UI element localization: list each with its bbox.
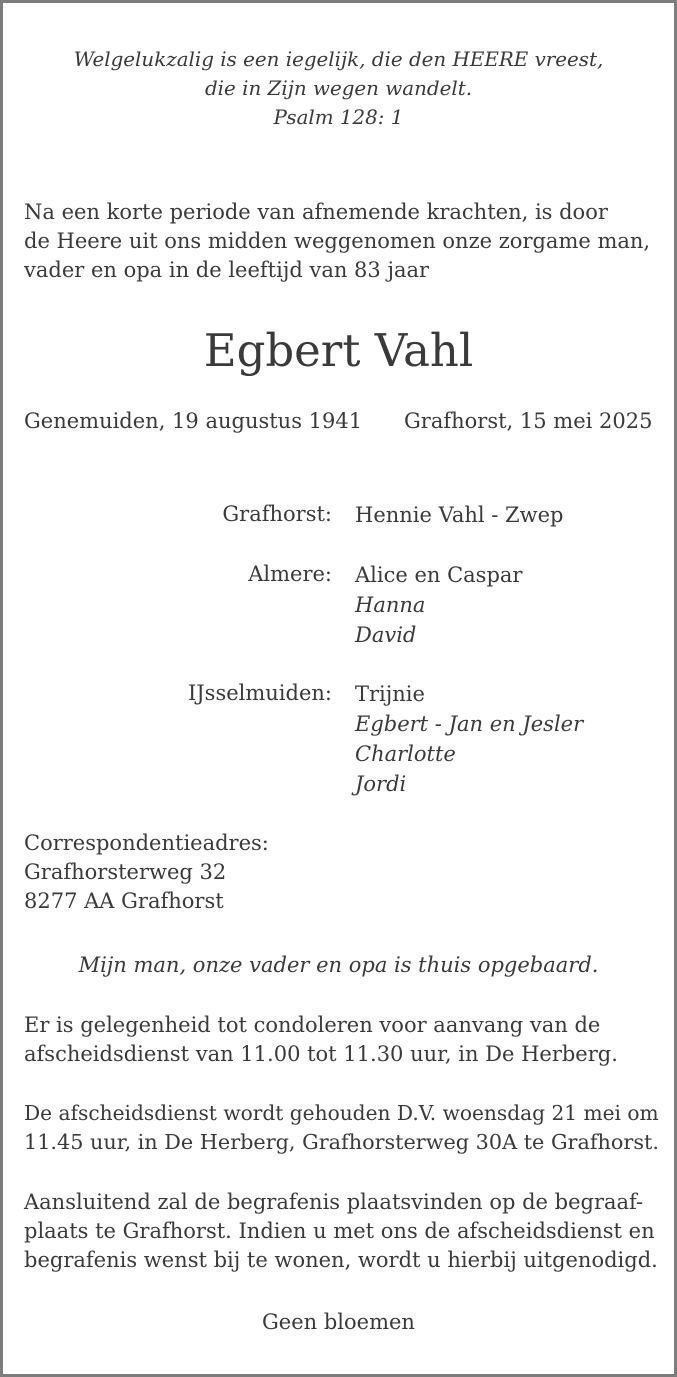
family-place-ijsselmuiden: IJsselmuiden: — [187, 681, 332, 705]
condolence-line-2: afscheidsdienst van 11.00 tot 11.30 uur, in De Herberg. — [24, 1042, 618, 1066]
family-place-grafhorst: Grafhorst: — [222, 502, 332, 526]
family-members-almere — [355, 560, 522, 650]
deceased-name: Egbert Vahl — [203, 324, 474, 377]
family-grandchild: David — [355, 623, 417, 647]
no-flowers-notice: Geen bloemen — [262, 1310, 415, 1334]
verse-reference: Psalm 128: 1 — [273, 106, 404, 129]
family-grandchild: Hanna — [355, 593, 426, 617]
correspondence-address — [24, 829, 269, 916]
service-paragraph — [24, 1099, 659, 1157]
service-line-1: De afscheidsdienst wordt gehouden D.V. woensdag 21 mei om — [24, 1101, 659, 1125]
family-member: Trijnie — [355, 682, 425, 706]
burial-paragraph — [24, 1188, 658, 1275]
correspondence-city: 8277 AA Grafhorst — [24, 889, 224, 913]
birth-date: Genemuiden, 19 augustus 1941 — [24, 409, 363, 433]
verse-line-2: die in Zijn wegen wandelt. — [204, 77, 473, 100]
burial-line-3: begrafenis wenst bij te wonen, wordt u hierbij uitgenodigd. — [24, 1248, 658, 1272]
family-member: Hennie Vahl - Zwep — [355, 503, 564, 527]
service-line-2: 11.45 uur, in De Herberg, Grafhorsterweg 30A te Grafhorst. — [24, 1130, 659, 1154]
family-grandchild: Egbert - Jan en Jesler — [355, 712, 584, 736]
family-members-ijsselmuiden — [355, 679, 583, 799]
family-grandchild: Jordi — [355, 772, 407, 796]
correspondence-label: Correspondentieadres: — [24, 831, 269, 855]
laid-out-notice: Mijn man, onze vader en opa is thuis opgebaard. — [78, 953, 599, 977]
intro-line-3: vader en opa in de leeftijd van 83 jaar — [24, 258, 430, 282]
condolence-paragraph — [24, 1011, 618, 1069]
death-date: Grafhorst, 15 mei 2025 — [404, 409, 653, 433]
intro-line-2: de Heere uit ons midden weggenomen onze zorgame man, — [24, 229, 651, 253]
condolence-line-1: Er is gelegenheid tot condoleren voor aanvang van de — [24, 1013, 601, 1037]
verse-line-1: Welgelukzalig is een iegelijk, die den HEERE vreest, — [73, 48, 604, 71]
intro-line-1: Na een korte periode van afnemende krachten, is door — [24, 200, 608, 224]
family-members-grafhorst — [355, 500, 564, 530]
burial-line-1: Aansluitend zal de begrafenis plaatsvinden op de begraaf- — [24, 1190, 644, 1214]
intro-paragraph — [24, 198, 650, 285]
family-member: Alice en Caspar — [355, 563, 523, 587]
correspondence-street: Grafhorsterweg 32 — [24, 860, 227, 884]
psalm-verse — [3, 45, 674, 132]
burial-line-2: plaats te Grafhorst. Indien u met ons de afscheidsdienst en — [24, 1219, 655, 1243]
family-grandchild: Charlotte — [355, 742, 456, 766]
family-place-almere: Almere: — [248, 562, 332, 586]
